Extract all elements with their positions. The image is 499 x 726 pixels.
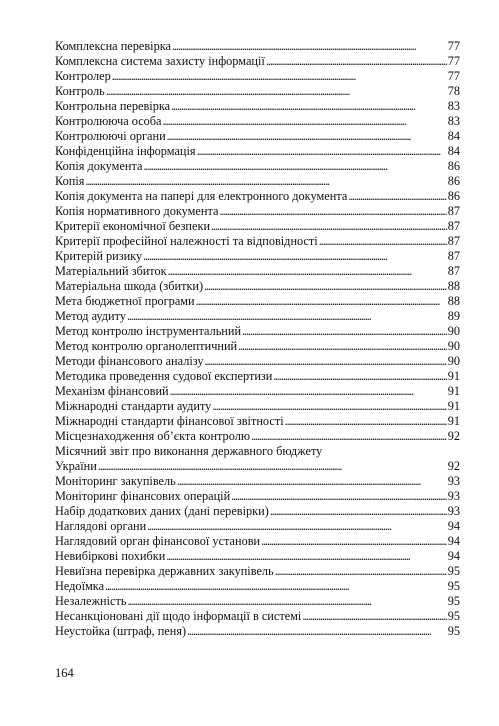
index-page-ref: 90 (447, 354, 460, 368)
dot-leader (166, 549, 446, 564)
index-entry (55, 189, 460, 204)
index-term: Метод контролю інструментальний (55, 324, 242, 338)
index-list (55, 39, 460, 639)
index-page-ref: 88 (447, 279, 460, 293)
index-term: Контролер (55, 69, 111, 83)
index-page-ref: 93 (447, 504, 460, 518)
dot-leader (177, 474, 447, 489)
index-entry (55, 174, 460, 189)
dot-leader (285, 414, 447, 429)
index-page-ref: 86 (447, 174, 460, 188)
index-term: Міжнародні стандарти аудиту (55, 399, 212, 413)
dot-leader (187, 624, 447, 639)
index-term: Матеріальний збиток (55, 264, 167, 278)
index-page-ref: 95 (447, 579, 460, 593)
index-page-ref: 93 (447, 489, 460, 503)
index-entry (55, 474, 460, 489)
index-term: Моніторинг фінансових операцій (55, 489, 231, 503)
index-term: Методика проведення судової експертизи (55, 369, 273, 383)
index-term: Контрольна перевірка (55, 99, 171, 113)
index-term: Копія документа на папері для електронного документа (55, 189, 348, 203)
index-entry (55, 519, 460, 534)
dot-leader (85, 174, 446, 189)
index-term: Невиїзна перевірка державних закупівель (55, 564, 274, 578)
index-term-continued: України (55, 459, 97, 473)
index-term: Наглядовий орган фінансової установи (55, 534, 261, 548)
dot-leader (238, 339, 447, 354)
index-entry (55, 369, 460, 384)
dot-leader (147, 519, 446, 534)
index-entry (55, 279, 460, 294)
index-term: Копія (55, 174, 85, 188)
index-entry (55, 219, 460, 234)
index-page-ref: 86 (447, 189, 460, 203)
index-entry (55, 504, 460, 519)
index-term: Набір додаткових даних (дані перевірки) (55, 504, 269, 518)
dot-leader (106, 84, 447, 99)
index-entry (55, 54, 460, 69)
index-page-ref: 91 (447, 414, 460, 428)
dot-leader (168, 264, 447, 279)
dot-leader (251, 429, 447, 444)
index-term: Критерії економічної безпеки (55, 219, 211, 233)
index-entry (55, 534, 460, 549)
index-page-ref: 91 (447, 399, 460, 413)
index-entry (55, 354, 460, 369)
index-term: Контролюючі органи (55, 129, 166, 143)
index-entry (55, 144, 460, 159)
dot-leader (275, 564, 447, 579)
dot-leader (302, 609, 446, 624)
index-term: Критерії професійної належності та відповідності (55, 234, 318, 248)
index-entry (55, 429, 460, 444)
index-term: Несанкціоновані дії щодо інформації в системі (55, 609, 302, 623)
index-entry (55, 444, 460, 474)
dot-leader (204, 279, 447, 294)
dot-leader (105, 579, 447, 594)
index-page-ref: 84 (447, 129, 460, 143)
index-page-ref: 95 (447, 624, 460, 638)
index-entry (55, 399, 460, 414)
dot-leader (348, 189, 446, 204)
index-entry (55, 579, 460, 594)
index-page-ref: 84 (447, 144, 460, 158)
index-term: Контроль (55, 84, 105, 98)
index-entry (55, 489, 460, 504)
index-term: Матеріальна шкода (збитки) (55, 279, 204, 293)
index-entry (55, 69, 460, 84)
index-term: Невибіркові похибки (55, 549, 166, 563)
index-term: Міжнародні стандарти фінансової звітності (55, 414, 284, 428)
index-page-ref: 95 (447, 609, 460, 623)
dot-leader (143, 159, 446, 174)
index-entry (55, 594, 460, 609)
index-page-ref: 94 (447, 519, 460, 533)
index-term: Критерій ризику (55, 249, 143, 263)
index-entry (55, 324, 460, 339)
index-page-ref: 87 (447, 219, 460, 233)
index-entry (55, 99, 460, 114)
index-page-ref: 77 (447, 69, 460, 83)
dot-leader (127, 594, 446, 609)
index-term: Неустойка (штраф, пеня) (55, 624, 187, 638)
dot-leader (219, 204, 446, 219)
index-term: Контролююча особа (55, 114, 162, 128)
page-number: 164 (55, 666, 74, 680)
index-entry (55, 549, 460, 564)
index-entry (55, 264, 460, 279)
index-page-ref: 87 (447, 264, 460, 278)
index-entry (55, 114, 460, 129)
dot-leader (211, 219, 447, 234)
index-page-ref: 77 (447, 54, 460, 68)
index-page-ref: 89 (447, 309, 460, 323)
index-term: Механізм фінансовий (55, 384, 169, 398)
index-entry (55, 414, 460, 429)
index-page-ref: 93 (447, 474, 460, 488)
index-page-ref: 78 (447, 84, 460, 98)
dot-leader (319, 234, 447, 249)
dot-leader (172, 39, 447, 54)
index-page-ref: 91 (447, 369, 460, 383)
index-entry (55, 249, 460, 264)
index-entry (55, 204, 460, 219)
index-term: Комплексна система захисту інформації (55, 54, 265, 68)
dot-leader (196, 294, 447, 309)
dot-leader (171, 99, 447, 114)
dot-leader (112, 69, 447, 84)
dot-leader (167, 129, 447, 144)
index-term: Незалежність (55, 594, 127, 608)
index-entry (55, 294, 460, 309)
index-page-ref: 95 (447, 594, 460, 608)
dot-leader (170, 384, 447, 399)
dot-leader (143, 249, 447, 264)
index-page-ref: 94 (447, 549, 460, 563)
dot-leader (98, 459, 447, 474)
index-page-ref: 83 (447, 114, 460, 128)
index-page-ref: 91 (447, 384, 460, 398)
index-term: Метод контролю органолептичний (55, 339, 238, 353)
dot-leader (212, 399, 446, 414)
index-entry (55, 609, 460, 624)
dot-leader (205, 354, 447, 369)
index-term: Мета бюджетної програми (55, 294, 195, 308)
index-entry (55, 159, 460, 174)
index-page-ref: 90 (447, 324, 460, 338)
index-page-ref: 94 (447, 534, 460, 548)
index-entry (55, 84, 460, 99)
dot-leader (261, 534, 447, 549)
index-page-ref: 77 (447, 39, 460, 53)
index-page-ref: 88 (447, 294, 460, 308)
index-page-ref: 92 (447, 429, 460, 443)
index-page-ref: 87 (447, 249, 460, 263)
index-term: Наглядові органи (55, 519, 147, 533)
dot-leader (242, 324, 447, 339)
index-term: Недоїмка (55, 579, 105, 593)
index-entry (55, 129, 460, 144)
index-term: Місцезнаходження об’єкта контролю (55, 429, 251, 443)
index-page-ref: 92 (447, 459, 460, 473)
index-term: Конфіденційна інформація (55, 144, 196, 158)
index-page-ref: 83 (447, 99, 460, 113)
index-page-ref: 95 (447, 564, 460, 578)
dot-leader (231, 489, 447, 504)
dot-leader (270, 504, 447, 519)
index-entry (55, 309, 460, 324)
index-entry (55, 384, 460, 399)
index-entry (55, 39, 460, 54)
index-page-ref: 90 (447, 339, 460, 353)
dot-leader (197, 144, 447, 159)
index-term: Місячний звіт про виконання державного бюджету (55, 444, 323, 458)
dot-leader (163, 114, 447, 129)
index-entry (55, 339, 460, 354)
dot-leader (273, 369, 446, 384)
index-term: Моніторинг закупівель (55, 474, 176, 488)
index-term: Метод аудиту (55, 309, 126, 323)
index-page-ref: 87 (447, 204, 460, 218)
index-entry (55, 234, 460, 249)
index-page-ref: 86 (447, 159, 460, 173)
index-entry (55, 624, 460, 639)
index-term: Копія документа (55, 159, 143, 173)
dot-leader (266, 54, 447, 69)
index-entry (55, 564, 460, 579)
index-term: Копія нормативного документа (55, 204, 219, 218)
index-term: Комплексна перевірка (55, 39, 171, 53)
dot-leader (127, 309, 447, 324)
index-page-ref: 87 (447, 234, 460, 248)
index-term: Методи фінансового аналізу (55, 354, 204, 368)
